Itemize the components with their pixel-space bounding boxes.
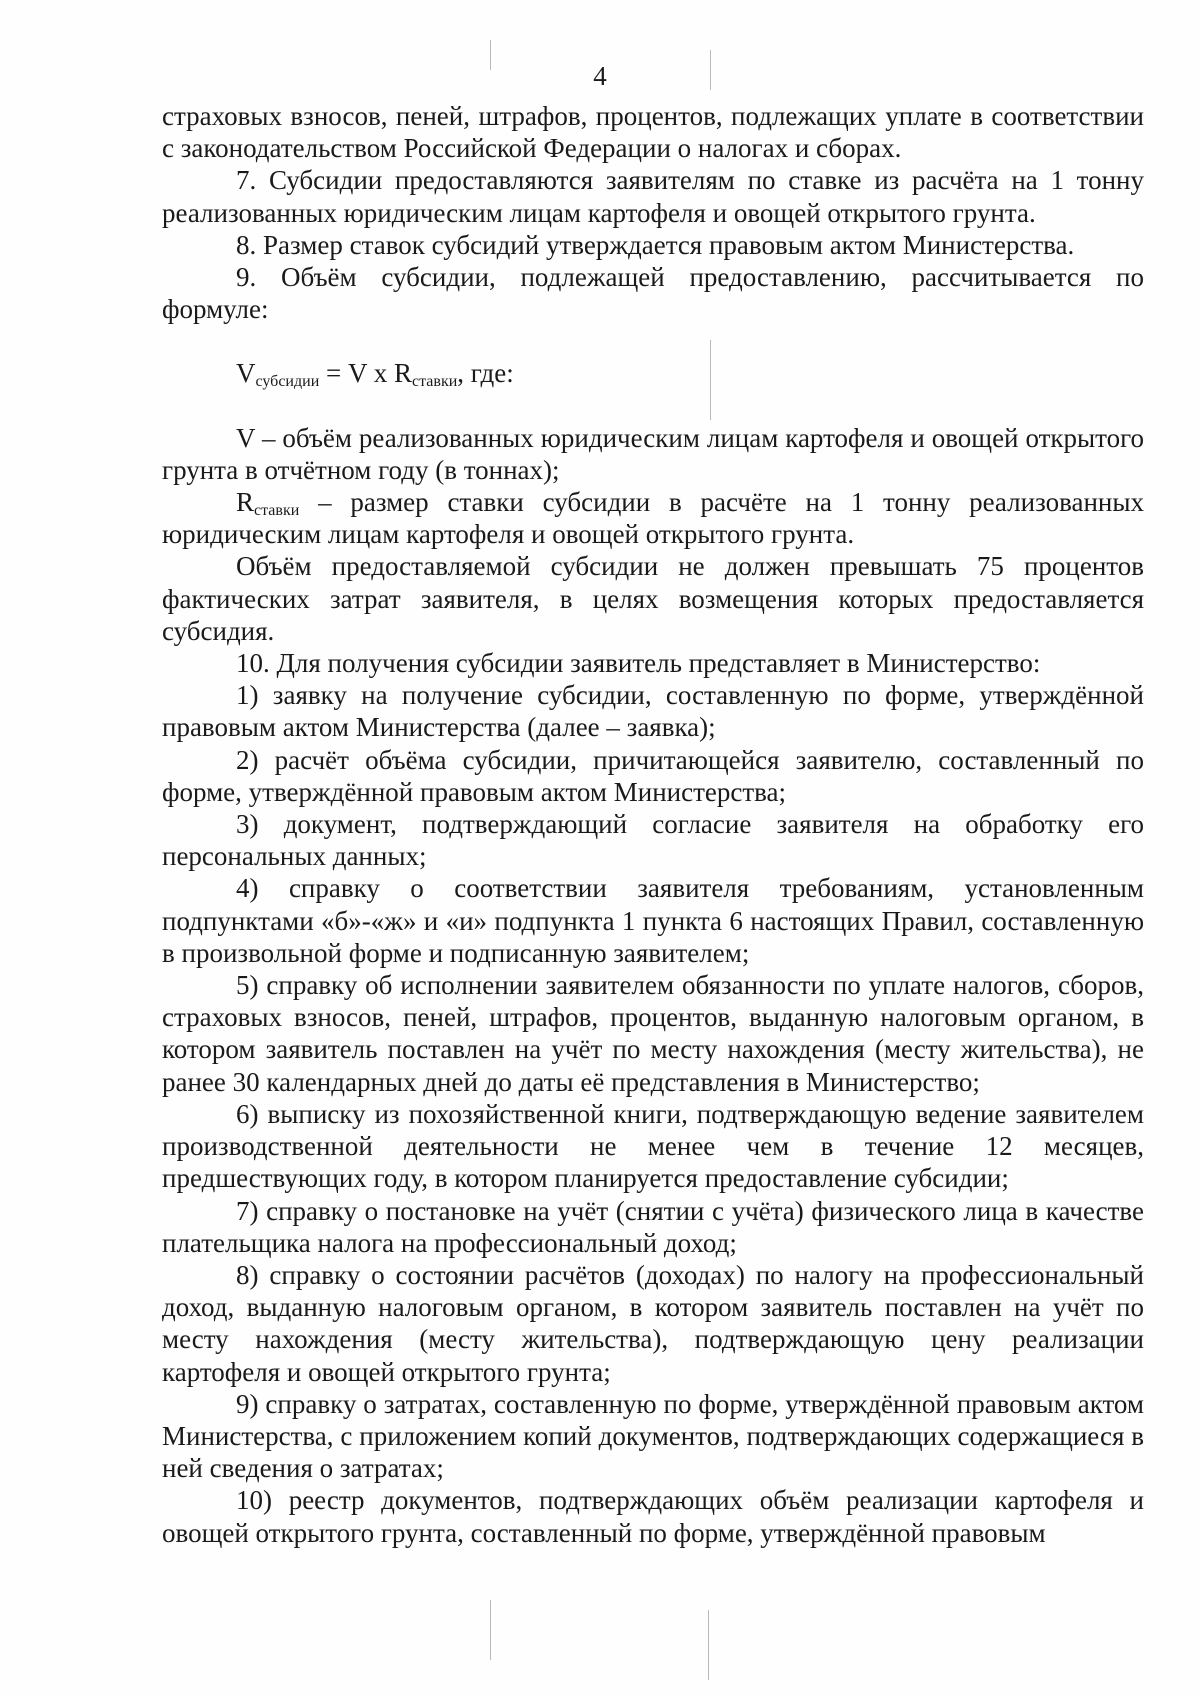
list-item: 2) расчёт объёма субсидии, причитающейся заявителю, составленный по форме, утверждённой правовым актом Министерства; xyxy=(162,744,1144,807)
list-item: 3) документ, подтверждающий согласие заявителя на обработку его персональных данных; xyxy=(162,809,1144,872)
list-item: 10) реестр документов, подтверждающих объём реализации картофеля и овощей открытого грунта, составленный по форме, утверждённой правовым xyxy=(162,1485,1144,1548)
paragraph-8: 8. Размер ставок субсидий утверждается правовым актом Министерства. xyxy=(236,229,1075,260)
list-item: 6) выписку из похозяйственной книги, подтверждающую ведение заявителем производственной деятельности не менее чем в течение 12 месяцев, предшествующих году, в котором планируется предоставление субсидии; xyxy=(162,1098,1144,1194)
document-body xyxy=(162,100,1144,1549)
scan-artifact xyxy=(490,1600,491,1660)
formula-equation: = V x R xyxy=(319,358,412,389)
paragraph-subsidy-limit: Объём предоставляемой субсидии не должен превышать 75 процентов фактических затрат заявителя, в целях возмещения которых предоставляется субсидия. xyxy=(162,551,1144,646)
formula-v-subscript: субсидии xyxy=(255,373,320,391)
definition-r-subscript: ставки xyxy=(254,502,300,520)
list-item: 9) справку о затратах, составленную по форме, утверждённой правовым актом Министерства, с приложением копий документов, подтверждающих содержащиеся в ней сведения о затратах; xyxy=(162,1388,1144,1484)
definition-r-text: – размер ставки субсидии в расчёте на 1 тонну реализованных юридическим лицам картофеля и овощей открытого грунта. xyxy=(162,487,1144,550)
paragraph-10: 10. Для получения субсидии заявитель представляет в Министерство: xyxy=(236,648,1041,679)
formula-r-subscript: ставки xyxy=(412,373,458,391)
list-item: 1) заявку на получение субсидии, составленную по форме, утверждённой правовым актом Министерства (далее – заявка); xyxy=(162,680,1144,743)
subsidy-formula xyxy=(162,357,1144,389)
page-number: 4 xyxy=(593,61,607,91)
definition-r xyxy=(162,486,1144,550)
paragraph-7: 7. Субсидии предоставляются заявителям по ставке из расчёта на 1 тонну реализованных юридическим лицам картофеля и овощей открытого грунта. xyxy=(162,165,1144,228)
list-item: 8) справку о состоянии расчётов (доходах) по налогу на профессиональный доход, выданную налоговым органом, в котором заявитель поставлен на учёт по месту нахождения (месту жительства), подтверждающую цену реализации картофеля и овощей открытого грунта; xyxy=(162,1259,1144,1387)
formula-tail: , где: xyxy=(457,358,514,389)
list-item: 7) справку о постановке на учёт (снятии с учёта) физического лица в качестве плательщика налога на профессиональный доход; xyxy=(162,1195,1144,1258)
definition-v: V – объём реализованных юридическим лицам картофеля и овощей открытого грунта в отчётном году (в тоннах); xyxy=(162,422,1144,485)
paragraph-9: 9. Объём субсидии, подлежащей предоставлению, рассчитывается по формуле: xyxy=(162,262,1144,325)
formula-v-symbol: V xyxy=(236,358,256,389)
paragraph-continuation: страховых взносов, пеней, штрафов, процентов, подлежащих уплате в соответствии с законодательством Российской Федерации о налогах и сборах. xyxy=(162,101,1144,164)
scan-artifact xyxy=(708,1610,709,1680)
list-item: 5) справку об исполнении заявителем обязанности по уплате налогов, сборов, страховых взносов, пеней, штрафов, процентов, выданную налоговым органом, в котором заявитель поставлен на учёт по месту нахождения (месту жительства), не ранее 30 календарных дней до даты её представления в Министерство; xyxy=(162,970,1144,1097)
definition-r-symbol: R xyxy=(236,487,255,518)
list-item: 4) справку о соответствии заявителя требованиям, установленным подпунктами «б»-«ж» и «и» подпункта 1 пункта 6 настоящих Правил, составленную в произвольной форме и подписанную заявителем; xyxy=(162,873,1144,968)
